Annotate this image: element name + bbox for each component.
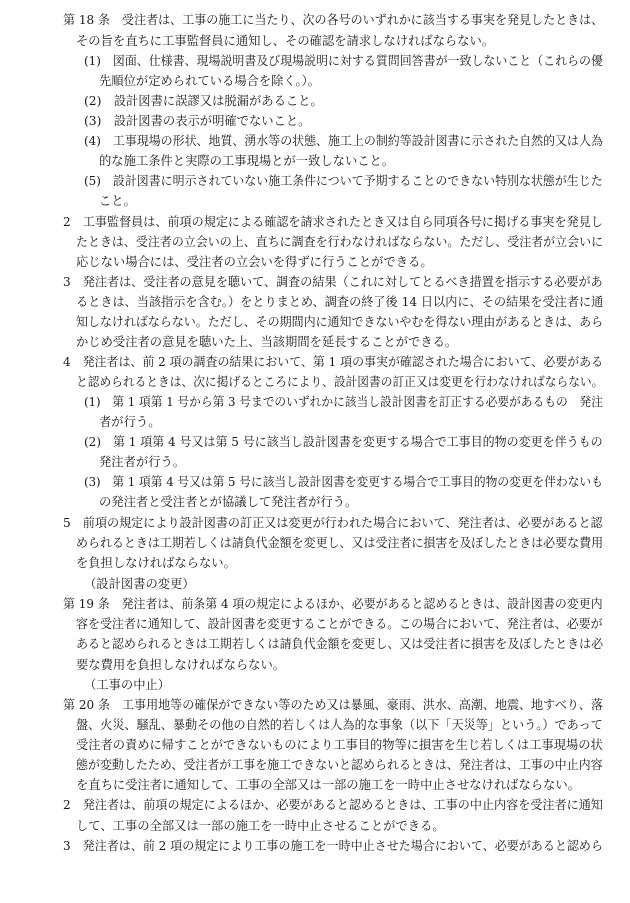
text-line: かじめ受注者の意見を聴いた上、当該期間を延長することができる。 bbox=[76, 335, 458, 349]
text-line: (4) 工事現場の形状、地質、湧水等の状態、施工上の制約等設計図書に示された自然的又は人為 bbox=[84, 134, 603, 148]
text-line: められるときは工期若しくは請負代金額を変更し、又は受注者に損害を及ぼしたときは必要な費用 bbox=[76, 536, 604, 550]
text-line: 盤、火災、騒乱、暴動その他の自然的若しくは人為的な事象（以下「天災等」という。）であって bbox=[76, 718, 603, 732]
text-line: 第 20 条 工事用地等の確保ができない等のため又は暴風、豪雨、洪水、高潮、地震、地すべり、落 bbox=[63, 698, 603, 712]
text-line: （工事の中止） bbox=[84, 678, 171, 692]
text-line: 要な費用を負担しなければならない。 bbox=[76, 658, 286, 672]
text-line: (3) 第 1 項第 4 号又は第 5 号に該当し設計図書を変更する場合で工事目的物の変更を伴わないも bbox=[84, 475, 603, 489]
text-line: 発注者が行う。 bbox=[99, 455, 186, 469]
text-line: 応じない場合には、受注者の立会いを得ずに行うことができる。 bbox=[76, 255, 433, 269]
text-line: 5 前項の規定により設計図書の訂正又は変更が行われた場合において、発注者は、必要があると認 bbox=[63, 516, 603, 530]
text-line: 2 工事監督員は、前項の規定による確認を請求されたとき又は自ら同項各号に掲げる事実を発見し bbox=[63, 215, 603, 229]
text-line: 第 19 条 発注者は、前条第 4 項の規定によるほか、必要があると認めるときは、設計図書の変更内 bbox=[63, 597, 603, 611]
text-line: るときは、当該指示を含む。）をとりまとめ、調査の終了後 14 日以内に、その結果を受注者に通 bbox=[76, 295, 604, 309]
text-line: 的な施工条件と実際の工事現場とが一致しないこと。 bbox=[99, 154, 395, 168]
text-line: 容を受注者に通知して、設計図書を変更することができる。この場合において、発注者は、必要が bbox=[76, 617, 603, 631]
text-line: こと。 bbox=[99, 194, 136, 208]
text-line: あると認められるときは工期若しくは請負代金額を変更し、又は受注者に損害を及ぼしたときは必 bbox=[76, 637, 604, 651]
text-line: を負担しなければならない。 bbox=[76, 556, 236, 570]
text-line: して、工事の全部又は一部の施工を一時中止させることができる。 bbox=[76, 819, 445, 833]
text-line: 者が行う。 bbox=[99, 415, 161, 429]
text-line: その旨を直ちに工事監督員に通知し、その確認を請求しなければならない。 bbox=[76, 34, 495, 48]
text-line: (2) 第 1 項第 4 号又は第 5 号に該当し設計図書を変更する場合で工事目的物の変更を伴うもの bbox=[84, 435, 603, 449]
text-line: と認められるときは、次に掲げるところにより、設計図書の訂正又は変更を行わなければならない。 bbox=[76, 375, 604, 389]
text-line: たときは、受注者の立会いの上、直ちに調査を行わなければならない。ただし、受注者が立会いに bbox=[76, 235, 604, 249]
text-line: (3) 設計図書の表示が明確でないこと。 bbox=[84, 114, 311, 128]
text-line: 4 発注者は、前 2 項の調査の結果において、第 1 項の事実が確認された場合において、必要がある bbox=[63, 355, 604, 369]
text-line: 第 18 条 受注者は、工事の施工に当たり、次の各号のいずれかに該当する事実を発見したときは、 bbox=[63, 13, 604, 27]
text-line: の発注者と受注者とが協議して発注者が行う。 bbox=[99, 495, 358, 509]
text-line: 3 発注者は、受注者の意見を聴いて、調査の結果（これに対してとるべき措置を指示する必要があ bbox=[63, 275, 603, 289]
text-line: (1) 図面、仕様書、現場説明書及び現場説明に対する質問回答書が一致しないこと（これらの優 bbox=[84, 54, 603, 68]
text-line: (1) 第 1 項第 1 号から第 3 号までのいずれかに該当し設計図書を訂正する必要があるもの 発注 bbox=[84, 395, 603, 409]
text-line: 態が変動したため、受注者が工事を施工できないと認められるときは、発注者は、工事の中止内容 bbox=[76, 758, 603, 772]
text-line: 3 発注者は、前 2 項の規定により工事の施工を一時中止させた場合において、必要があると認めら bbox=[63, 839, 603, 853]
text-line: 先順位が定められている場合を除く。）。 bbox=[99, 74, 321, 88]
text-line: 受注者の責めに帰すことができないものにより工事目的物等に損害を生じ若しくは工事現場の状 bbox=[76, 738, 603, 752]
text-line: を直ちに受注者に通知して、工事の全部又は一部の施工を一時中止させなければならない。 bbox=[76, 778, 580, 792]
text-line: （設計図書の変更） bbox=[84, 577, 195, 591]
text-line: 知しなければならない。ただし、その期間内に通知できないやむを得ない理由があるときは、あら bbox=[76, 315, 604, 329]
text-line: 2 発注者は、前項の規定によるほか、必要があると認めるときは、工事の中止内容を受注者に通知 bbox=[63, 798, 603, 812]
text-line: (5) 設計図書に明示されていない施工条件について予期することのできない特別な状態が生じた bbox=[84, 174, 603, 188]
text-line: (2) 設計図書に誤謬又は脱漏があること。 bbox=[84, 94, 323, 108]
